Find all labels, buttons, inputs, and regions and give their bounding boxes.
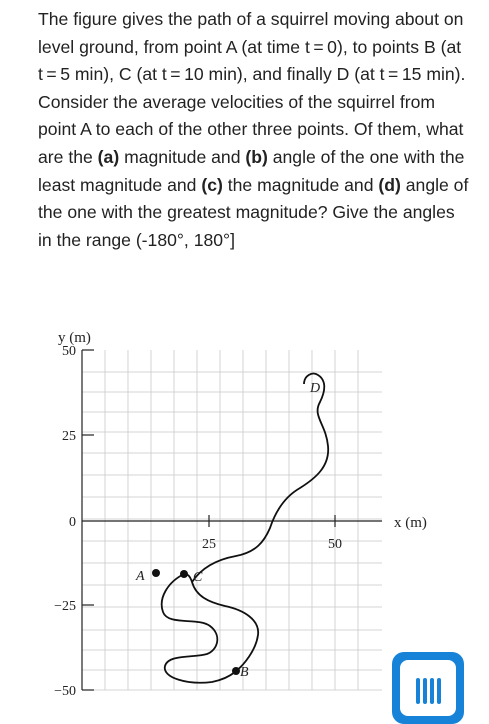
squirrel-path-figure xyxy=(0,320,489,700)
x-tick-label: 50 xyxy=(328,537,342,552)
point-c-dot xyxy=(180,570,188,578)
point-c-label: C xyxy=(193,570,203,585)
y-tick-label: −50 xyxy=(54,684,76,699)
problem-part: angle of the one with the greatest magnitude? Give the angles in the range (-180°, 180°] xyxy=(38,174,469,250)
part-b-label: (b) xyxy=(245,146,268,167)
axes xyxy=(82,350,382,690)
point-d-label: D xyxy=(310,381,321,396)
problem-part: the magnitude and xyxy=(222,174,379,195)
part-c-label: (c) xyxy=(201,174,223,195)
y-tick-label: 25 xyxy=(62,429,76,444)
y-tick-label: 50 xyxy=(62,344,76,359)
x-tick-label: 25 xyxy=(202,537,216,552)
document-button-face xyxy=(400,660,456,716)
part-a-label: (a) xyxy=(97,146,120,167)
y-tick-label: −25 xyxy=(54,599,76,614)
problem-part: magnitude and xyxy=(119,146,246,167)
y-tick-label: 0 xyxy=(69,515,76,530)
problem-part: The figure gives the path of a squirrel moving about on level ground, from point A (at time t = 0), to points B (at t = 5 min), C (at t = 10 min), and finally D (at t = 15 min). Consider the average velocities of the squirrel from point A to each of the other three points. Of them, what are the xyxy=(38,9,466,167)
point-b-dot xyxy=(232,667,240,675)
part-d-label: (d) xyxy=(378,174,401,195)
point-b-label: B xyxy=(240,665,249,680)
document-button[interactable] xyxy=(392,652,464,724)
grid xyxy=(82,350,382,690)
point-a-dot xyxy=(152,569,160,577)
point-a-label: A xyxy=(136,569,145,584)
x-axis-label: x (m) xyxy=(394,515,427,531)
problem-part: angle of the one with the least magnitude and xyxy=(38,146,465,195)
document-lines-icon xyxy=(414,676,442,706)
y-axis-label: y (m) xyxy=(58,330,91,346)
problem-text xyxy=(38,6,470,254)
